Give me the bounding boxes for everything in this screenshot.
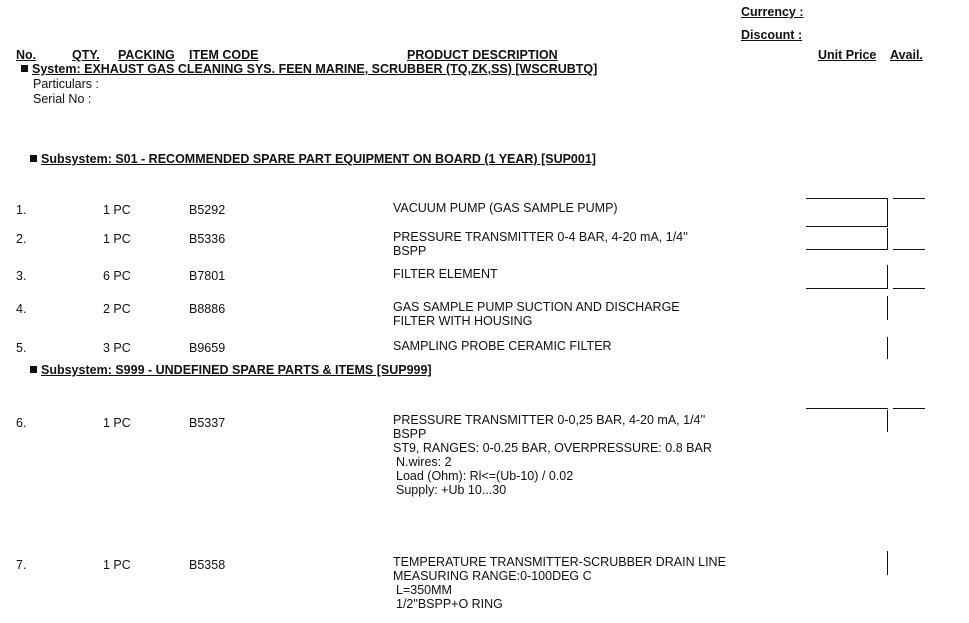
col-header-unit-price: Unit Price bbox=[818, 48, 877, 62]
item-code: B5337 bbox=[189, 416, 226, 430]
item-no: 1. bbox=[16, 203, 27, 217]
currency-label: Currency : bbox=[741, 5, 804, 19]
avail-box-top-line bbox=[893, 198, 925, 199]
item-qty: 2 PC bbox=[103, 302, 131, 316]
item-description bbox=[393, 230, 813, 258]
col-header-packing: PACKING bbox=[118, 48, 175, 62]
desc-line: BSPP bbox=[393, 244, 427, 258]
item-description bbox=[393, 267, 813, 281]
subsystem-heading bbox=[30, 363, 432, 377]
item-code: B5292 bbox=[189, 203, 226, 217]
desc-line: SAMPLING PROBE CERAMIC FILTER bbox=[393, 339, 612, 353]
price-box-divider bbox=[887, 337, 888, 359]
item-description bbox=[393, 201, 813, 215]
item-no: 5. bbox=[16, 341, 27, 355]
desc-line: FILTER ELEMENT bbox=[393, 267, 498, 281]
avail-box-line bbox=[893, 288, 925, 289]
item-code: B9659 bbox=[189, 341, 226, 355]
desc-line: PRESSURE TRANSMITTER 0-4 BAR, 4-20 mA, 1/4'' bbox=[393, 230, 688, 244]
avail-box-line bbox=[893, 249, 925, 250]
item-description bbox=[393, 339, 813, 353]
price-box-divider bbox=[887, 551, 888, 575]
price-box-divider bbox=[887, 198, 888, 227]
subsystem-heading bbox=[30, 152, 596, 166]
price-box-divider bbox=[887, 296, 888, 320]
desc-line: Load (Ohm): Rl<=(Ub-10) / 0.02 bbox=[396, 469, 574, 483]
item-qty: 1 PC bbox=[103, 416, 131, 430]
desc-line: MEASURING RANGE:0-100DEG C bbox=[393, 569, 592, 583]
serial-no-label: Serial No : bbox=[33, 92, 92, 106]
item-no: 4. bbox=[16, 302, 27, 316]
bullet-square-icon bbox=[21, 65, 28, 72]
desc-line: FILTER WITH HOUSING bbox=[393, 314, 533, 328]
price-box-line bbox=[806, 408, 888, 409]
item-code: B7801 bbox=[189, 269, 226, 283]
item-code: B5358 bbox=[189, 558, 226, 572]
desc-line: GAS SAMPLE PUMP SUCTION AND DISCHARGE bbox=[393, 300, 680, 314]
subsystem-title: Subsystem: S999 - UNDEFINED SPARE PARTS & ITEMS [SUP999] bbox=[41, 363, 432, 377]
item-qty: 1 PC bbox=[103, 232, 131, 246]
desc-line: VACUUM PUMP (GAS SAMPLE PUMP) bbox=[393, 201, 618, 215]
price-box-line bbox=[806, 249, 888, 250]
item-code: B5336 bbox=[189, 232, 226, 246]
subsystem-title: Subsystem: S01 - RECOMMENDED SPARE PART EQUIPMENT ON BOARD (1 YEAR) [SUP001] bbox=[41, 152, 596, 166]
desc-line: Supply: +Ub 10...30 bbox=[396, 483, 507, 497]
col-header-qty: QTY. bbox=[72, 48, 100, 62]
price-box-top-line bbox=[806, 198, 888, 199]
price-box-line bbox=[806, 226, 888, 227]
item-description bbox=[393, 413, 813, 497]
col-header-item-code: ITEM CODE bbox=[189, 48, 259, 62]
desc-line: TEMPERATURE TRANSMITTER-SCRUBBER DRAIN LINE bbox=[393, 555, 726, 569]
item-qty: 6 PC bbox=[103, 269, 131, 283]
price-box-divider bbox=[887, 410, 888, 432]
item-description bbox=[393, 555, 805, 611]
system-title: System: EXHAUST GAS CLEANING SYS. FEEN MARINE, SCRUBBER (TQ,ZK,SS) [WSCRUBTQ] bbox=[32, 62, 598, 76]
item-description bbox=[393, 300, 813, 328]
col-header-avail: Avail. bbox=[890, 48, 923, 62]
desc-line: ST9, RANGES: 0-0.25 BAR, OVERPRESSURE: 0.8 BAR bbox=[393, 441, 712, 455]
discount-label: Discount : bbox=[741, 28, 803, 42]
item-qty: 1 PC bbox=[103, 203, 131, 217]
desc-line: N.wires: 2 bbox=[396, 455, 452, 469]
item-no: 2. bbox=[16, 232, 27, 246]
item-no: 6. bbox=[16, 416, 27, 430]
price-box-line bbox=[806, 288, 888, 289]
system-heading bbox=[21, 62, 597, 76]
desc-line: PRESSURE TRANSMITTER 0-0,25 BAR, 4-20 mA, 1/4'' bbox=[393, 413, 706, 427]
particulars-label: Particulars : bbox=[33, 77, 99, 91]
avail-box-line bbox=[893, 408, 925, 409]
item-qty: 1 PC bbox=[103, 558, 131, 572]
bullet-square-icon bbox=[30, 366, 37, 373]
col-header-no: No. bbox=[16, 48, 37, 62]
item-qty: 3 PC bbox=[103, 341, 131, 355]
item-no: 7. bbox=[16, 558, 27, 572]
col-header-product-description: PRODUCT DESCRIPTION bbox=[407, 48, 558, 62]
desc-line: L=350MM bbox=[396, 583, 452, 597]
item-code: B8886 bbox=[189, 302, 226, 316]
bullet-square-icon bbox=[30, 155, 37, 162]
price-box-divider bbox=[887, 265, 888, 289]
desc-line: BSPP bbox=[393, 427, 427, 441]
price-box-divider bbox=[887, 228, 888, 250]
desc-line: 1/2"BSPP+O RING bbox=[396, 597, 503, 611]
item-no: 3. bbox=[16, 269, 27, 283]
